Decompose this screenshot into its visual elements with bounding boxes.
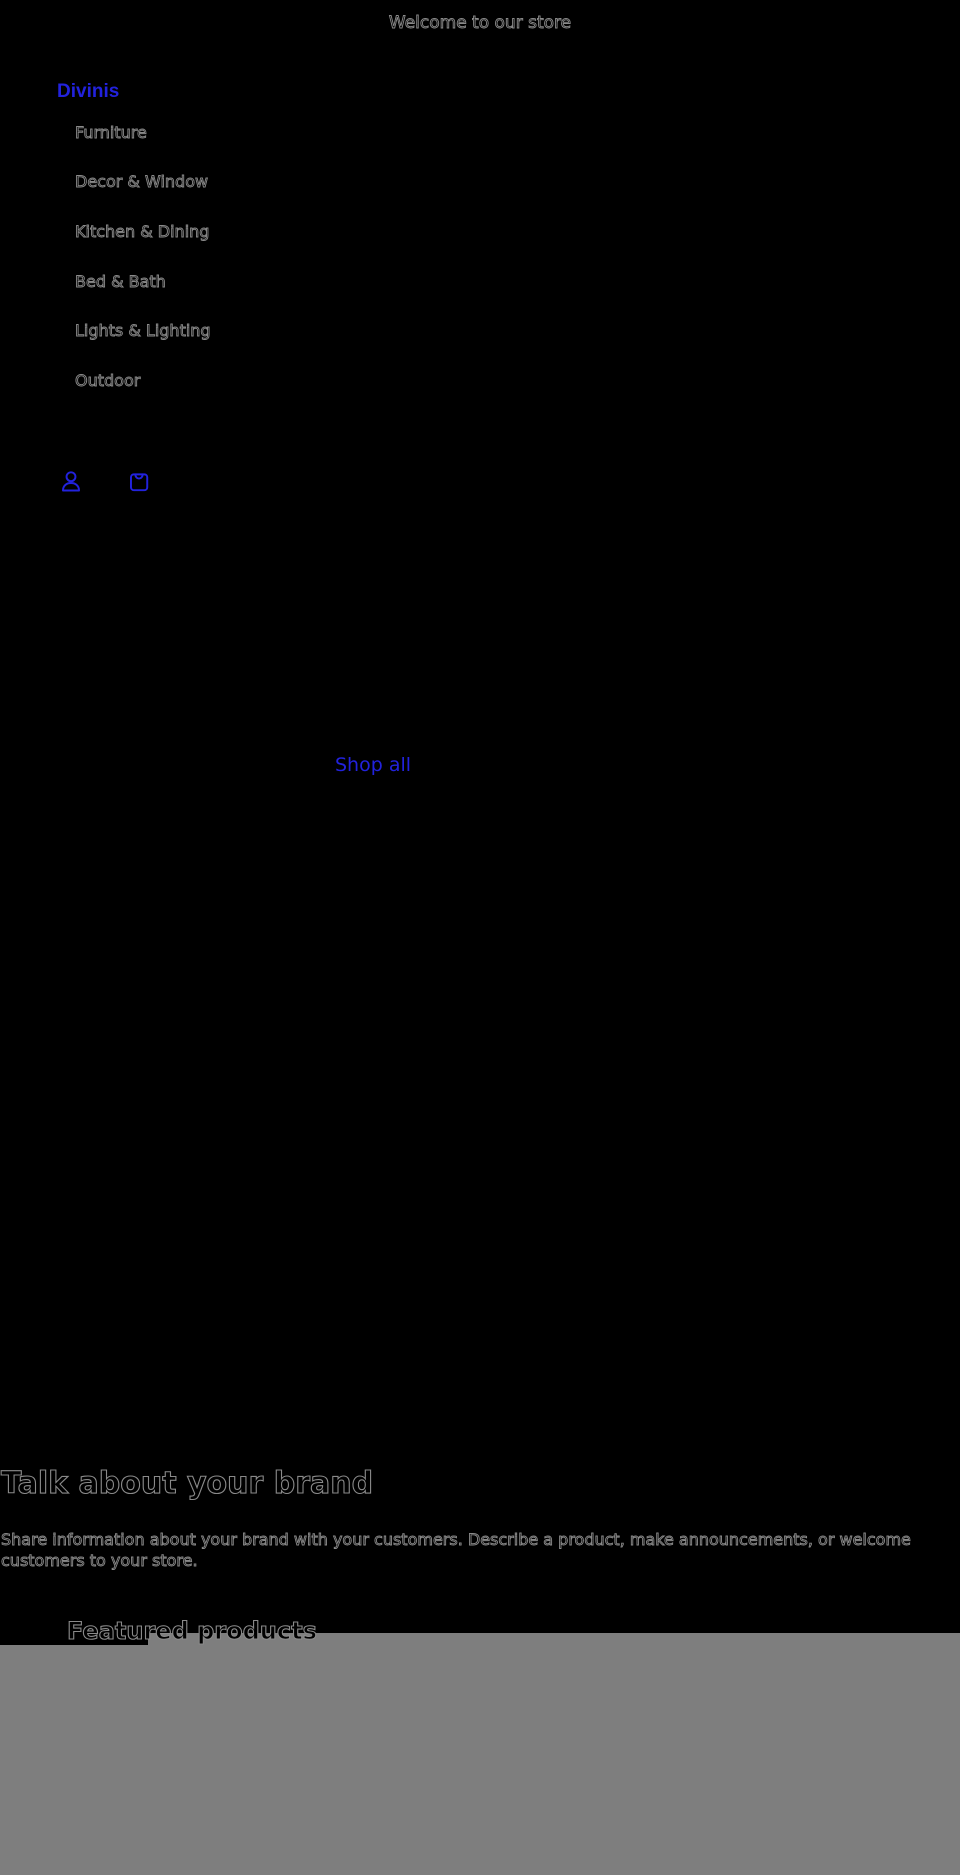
account-icon bbox=[58, 468, 88, 495]
product-image-placeholder-left bbox=[0, 1645, 148, 1875]
cart-icon bbox=[126, 468, 156, 495]
nav-item-outdoor[interactable]: Outdoor bbox=[75, 371, 141, 390]
product-image-placeholder bbox=[148, 1633, 960, 1875]
nav-item-bed-bath[interactable]: Bed & Bath bbox=[75, 272, 166, 291]
nav-item-furniture[interactable]: Furniture bbox=[75, 123, 147, 142]
shop-all-link[interactable]: Shop all bbox=[335, 754, 412, 776]
announcement-bar: Welcome to our store bbox=[388, 13, 572, 33]
nav-item-decor-window[interactable]: Decor & Window bbox=[75, 172, 209, 191]
brand-section-heading: Talk about your brand bbox=[1, 1466, 374, 1501]
cart-button[interactable] bbox=[126, 468, 156, 498]
nav-item-kitchen-dining[interactable]: Kitchen & Dining bbox=[75, 222, 210, 241]
nav-item-lights-lighting[interactable]: Lights & Lighting bbox=[75, 321, 211, 340]
brand-section-body: Share information about your brand with your customers. Describe a product, make announcements, or welcome customers to your store. bbox=[1, 1530, 911, 1570]
featured-products-heading: Featured products bbox=[67, 1617, 317, 1645]
store-logo-link[interactable]: Divinis bbox=[57, 81, 120, 102]
account-button[interactable] bbox=[58, 468, 88, 498]
